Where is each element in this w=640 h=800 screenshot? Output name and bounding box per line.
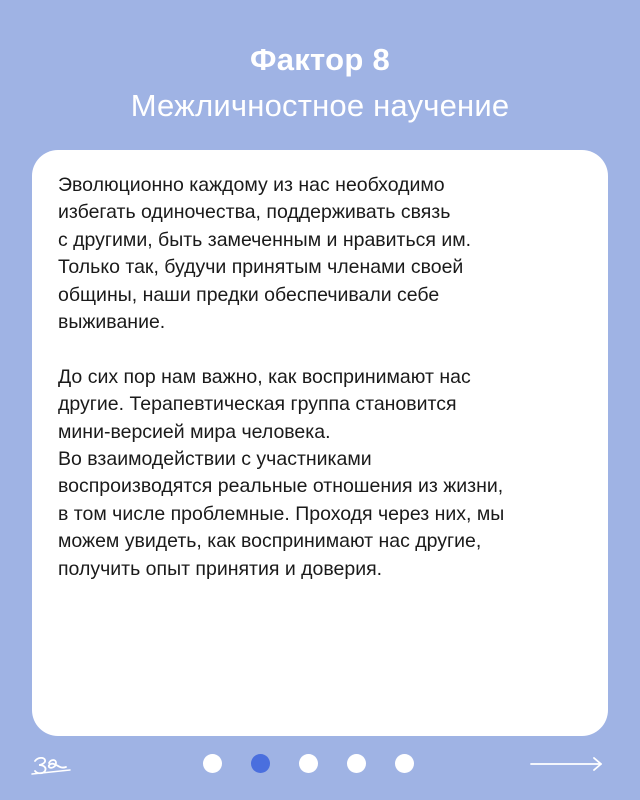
page-dot-2-active[interactable] (251, 754, 270, 773)
slide-title: Фактор 8 (249, 42, 391, 77)
page-dot-1[interactable] (203, 754, 222, 773)
slide-subtitle: Межличностное научение (130, 88, 510, 123)
signature-logo-icon (30, 749, 72, 779)
content-card (32, 150, 608, 736)
page-dot-5[interactable] (395, 754, 414, 773)
page-dot-3[interactable] (299, 754, 318, 773)
paragraph-group: До сих пор нам важно, как воспринимают нас другие. Терапевтическая группа становится мини-версией мира человека. Во взаимодействии с участниками воспроизводятся реальные отношения из жизни, в том числе проблемные. Проходя через них, мы можем увидеть, как воспринимают нас другие, получить опыт принятия и доверия. (58, 365, 505, 580)
arrow-right-icon[interactable] (530, 756, 604, 772)
pagination-dots (203, 754, 414, 773)
paragraph-evolution: Эволюционно каждому из нас необходимо избегать одиночества, поддерживать связь с другими, быть замеченным и нравиться им. Только так, будучи принятым членами своей общины, наши предки обеспечивали себе выживание. (58, 174, 472, 334)
page-dot-4[interactable] (347, 754, 366, 773)
